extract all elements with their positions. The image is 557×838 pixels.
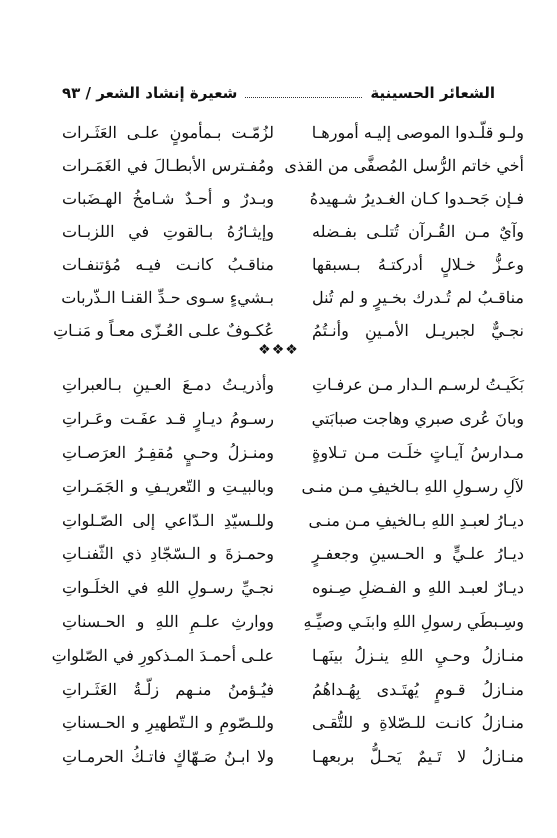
verse-row xyxy=(62,706,524,740)
poem-block-2 xyxy=(51,368,524,774)
verse-first-hemistich: منـازلُ قـومٍ يُهتَـدى بِهُـداهُمُ xyxy=(312,679,524,699)
verse-row xyxy=(62,215,524,248)
verse-row xyxy=(62,605,524,639)
verse-second-hemistich: ومُفـترس الأبطـالَ في الغَمَـرات xyxy=(62,156,274,175)
verse-row xyxy=(62,116,524,149)
verse-first-hemistich: ديـارٌ لعبـد اللهِ و الفـضلِ صِـنوه xyxy=(312,578,524,598)
poem-block-1 xyxy=(53,116,524,347)
verse-second-hemistich: ومنـزلُ وحـيٍ مُقفِـرُ العرَصـاتِ xyxy=(62,442,274,462)
verse-first-hemistich: مناقـبُ لم تُـدرك بخـيرٍ و لم تُنل xyxy=(312,288,524,307)
verse-second-hemistich: وحمـزةَ و الـسّجّادِ ذي الثّفنـاتِ xyxy=(62,544,274,564)
verse-second-hemistich: وأذريـتُ دمـعَ العـينِ بـالعبراتِ xyxy=(62,375,274,395)
verse-second-hemistich: وإيثـارُهُ بـالقوتِ في اللزبـات xyxy=(62,222,274,241)
verse-row xyxy=(62,503,524,537)
verse-row xyxy=(62,436,524,470)
verse-first-hemistich: وبانَ عُرى صبري وهاجت صبابَتي xyxy=(311,409,524,429)
running-header xyxy=(62,80,495,106)
verse-second-hemistich: ولا ابـنُ صَـهّاكٍ فاتـكُ الحرمـاتِ xyxy=(62,747,274,767)
verse-first-hemistich: وسِـبطَي رسولِ اللهِ وابنَـي وصيِّـهِ xyxy=(303,611,524,631)
verse-second-hemistich: وللـسيّدِ الـدّاعي إلى الصّـلواتِ xyxy=(62,510,274,530)
verse-first-hemistich: منـازلُ لا تَـيمٌ يَحـلُّ بربعهـا xyxy=(312,747,524,767)
section-separator: ❖❖❖ xyxy=(258,342,299,358)
verse-row xyxy=(51,638,524,672)
verse-first-hemistich: نجـيٌّ لجبريـل الأمـينِ وأنـتُمُ xyxy=(312,321,524,340)
verse-row xyxy=(62,281,524,314)
verse-row xyxy=(62,402,524,436)
verse-first-hemistich: ديـارُ علـيٍّ و الحـسينِ وجعفـرٍ xyxy=(312,544,524,564)
verse-second-hemistich: بـشيءٍ سـوى حـدِّ القنـا الـذّربات xyxy=(61,288,274,307)
verse-second-hemistich: عُكـوفٌ علـى العُـزّى معـاً و مَنـاتِ xyxy=(53,321,274,340)
verse-first-hemistich: أخي خاتم الرُّسل المُصفَّى من القذى xyxy=(284,156,524,175)
verse-first-hemistich: لآلِ رسـولِ اللهِ بـالخيفِ مـن منـى xyxy=(301,476,524,496)
verse-row xyxy=(62,537,524,571)
verse-first-hemistich: وآيٌ مـن القُـرآن تُتلـى بفـضله xyxy=(312,222,524,241)
verse-row xyxy=(62,182,524,215)
verse-row xyxy=(62,571,524,605)
verse-second-hemistich: ووارثِ علـمِ اللهِ و الحـسناتِ xyxy=(62,611,274,631)
verse-second-hemistich: نجـيِّ رسـولِ اللهِ في الخلَـواتِ xyxy=(62,578,274,598)
verse-row xyxy=(62,672,524,706)
verse-first-hemistich: ولـو قلّـدوا الموصى إليـه أمورهـا xyxy=(311,123,524,142)
verse-first-hemistich: منـازلُ وحـيِ اللهِ ينـزلُ بينَهـا xyxy=(312,645,524,665)
verse-first-hemistich: فـإن جَحـدوا كـان الغـديرُ شـهيدهُ xyxy=(309,189,524,208)
verse-first-hemistich: بَكَيـتُ لرسـم الـدار مـن عرفـاتِ xyxy=(312,375,524,395)
section-and-page-number: شعيرة إنشاد الشعر / ٩٣ xyxy=(62,84,238,102)
verse-row xyxy=(62,740,524,774)
verse-first-hemistich: ديـارُ لعبـدِ اللهِ بـالخيفِ مـن منـى xyxy=(308,510,524,530)
verse-second-hemistich: وللـصّومِ و الـتّطهيرِ و الحـسناتِ xyxy=(62,713,274,733)
verse-row xyxy=(62,469,524,503)
verse-second-hemistich: علـى أحمـدَ المـذكورِ في الصّلواتِ xyxy=(51,645,274,665)
verse-second-hemistich: رسـومُ ديـارٍ قـد عفَـت وعَـراتِ xyxy=(62,409,274,429)
verse-second-hemistich: فيُـؤمنُ منـهم زلّـةُ العَثَـراتِ xyxy=(62,679,274,699)
verse-row xyxy=(62,368,524,402)
verse-row xyxy=(62,149,524,182)
header-dotted-rule xyxy=(245,97,362,98)
verse-first-hemistich: مـدارسُ آيـاتٍ خلَـت مـن تـلاوةٍ xyxy=(312,442,524,462)
verse-first-hemistich: منـازلُ كانـت للـصّلاةِ و للتُّقـى xyxy=(312,713,524,733)
verse-second-hemistich: وبـدرٌ و أحـدٌ شـامخُ الهـضَبات xyxy=(62,189,274,208)
verse-second-hemistich: مناقـبُ كانـت فيـه مُؤتنفـات xyxy=(62,255,274,274)
verse-second-hemistich: وبالبيـتِ و التّعريـفِ و الجَمَـراتِ xyxy=(62,476,274,496)
book-title: الشعائر الحسينية xyxy=(370,84,495,102)
verse-row xyxy=(62,248,524,281)
verse-first-hemistich: وعـزُّ خـلالٍ أدركتـهُ بـسبقها xyxy=(312,255,524,274)
verse-second-hemistich: لزُمّـت بـمأمونٍ علـى العَثَـرات xyxy=(62,123,274,142)
